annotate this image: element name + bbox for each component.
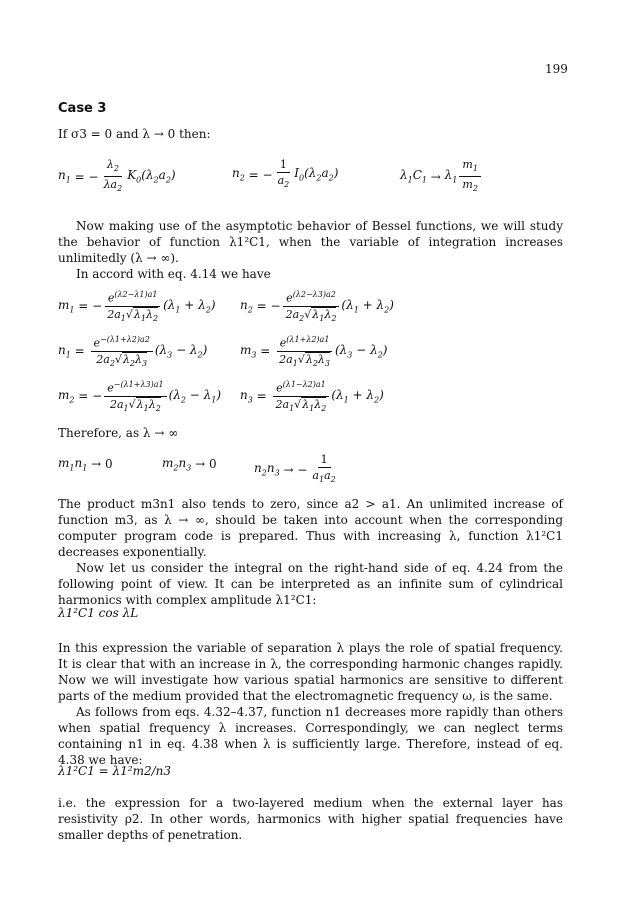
equation-m1: $m_1$ = − $\frac{e^{(\lambda 2-\lambda 1)a1}}{2a_1√\lambda_1\lambda_2}$ $(\lambda_1 + \lambda_2)$ bbox=[58, 290, 216, 323]
paragraph-asymptotic bbox=[58, 218, 563, 282]
limit-m2n3: $m_2n_3$ → 0 bbox=[162, 456, 217, 473]
equation-n2-asymptotic: $n_2$ = − $\frac{e^{(\lambda 2-\lambda 3)a2}}{2a_2√\lambda_1\lambda_2}$ $(\lambda_1 + \lambda_2)$ bbox=[240, 290, 394, 323]
equation-l1c1: $\lambda_1C_1$ → $\lambda_1$ $\frac{m_1}{m_2}$ bbox=[400, 158, 483, 195]
paragraph-text: i.e. the expression for a two-layered medium when the external layer has resistivity ρ2. In other words, harmonics with higher spatial frequencies have smaller depths of penetration. bbox=[58, 796, 563, 842]
paragraph-conclusion bbox=[58, 795, 563, 843]
equation-n1-asymptotic: $n_1$ = $\frac{e^{-(\lambda 1+\lambda 2)a2}}{2a_2√\lambda_2\lambda_3}$ $(\lambda_3 - \lambda_2)$ bbox=[58, 335, 208, 368]
paragraph-text: Now making use of the asymptotic behavior of Bessel functions, we will study the behavior of function λ1²C1, when the variable of integration increases unlimitedly (λ → ∞). bbox=[58, 219, 563, 265]
paragraph-text: Now let us consider the integral on the right-hand side of eq. 4.24 from the following point of view. It can be interpreted as an infinite sum of cylindrical harmonics with complex amplitude λ1²C1: bbox=[58, 561, 563, 607]
equation-n2: $n_2$ = − $\frac{1}{a_2}$ $I_0(\lambda_2a_2)$ bbox=[232, 158, 339, 190]
page-number: 199 bbox=[545, 62, 568, 76]
paragraph-spatial-frequency bbox=[58, 640, 563, 768]
limit-m1n1: $m_1n_1$ → 0 bbox=[58, 456, 113, 473]
condition-text: If σ3 = 0 and λ → 0 then: bbox=[58, 127, 211, 141]
equation-two-layer: λ1²C1 = λ1²m2/n3 bbox=[58, 764, 172, 778]
paragraph-text: In this expression the variable of separation λ plays the role of spatial frequency. It is clear that with an increase in λ, the corresponding harmonic changes rapidly. Now we will investigate how various spatial harmonics are sensitive to different parts of the medium provided that the electromagnetic frequency ω, is the same. bbox=[58, 641, 563, 703]
equation-n1: $n_1$ = − $\frac{\lambda_2}{\lambda a_2}$ $K_0(\lambda_2a_2)$ bbox=[58, 158, 176, 194]
equation-n3: $n_3$ = $\frac{e^{(\lambda 1-\lambda 2)a1}}{2a_1√\lambda_1\lambda_2}$ $(\lambda_1 + \lambda_2)$ bbox=[240, 380, 384, 413]
equation-m2: $m_2$ = − $\frac{e^{-(\lambda 1+\lambda 3)a1}}{2a_1√\lambda_1\lambda_2}$ $(\lambda_2 - \lambda_1)$ bbox=[58, 380, 222, 413]
section-heading: Case 3 bbox=[58, 101, 107, 116]
equation-harmonic: λ1²C1 cos λL bbox=[58, 606, 139, 620]
paragraph-text: The product m3n1 also tends to zero, since a2 > a1. An unlimited increase of function m3, as λ → ∞, should be taken into account when the corresponding computer program code is prepared. Thus with increasing λ, function λ1²C1 decreases exponentially. bbox=[58, 497, 563, 559]
equation-m3: $m_3$ = $\frac{e^{(\lambda 1+\lambda 2)a1}}{2a_1√\lambda_2\lambda_3}$ $(\lambda_3 - \lambda_2)$ bbox=[240, 335, 388, 368]
limit-n2n3: $n_2n_3$ → − $\frac{1}{a_1a_2}$ bbox=[254, 453, 336, 485]
therefore-text: Therefore, as λ → ∞ bbox=[58, 426, 179, 440]
paragraph-text: In accord with eq. 4.14 we have bbox=[76, 267, 271, 281]
paragraph-product bbox=[58, 496, 563, 608]
paragraph-text: As follows from eqs. 4.32–4.37, function n1 decreases more rapidly than others when spatial frequency λ increases. Correspondingly, we can neglect terms containing n1 in eq. 4.38 when λ is sufficiently large. Therefore, instead of eq. 4.38 we have: bbox=[58, 705, 563, 767]
